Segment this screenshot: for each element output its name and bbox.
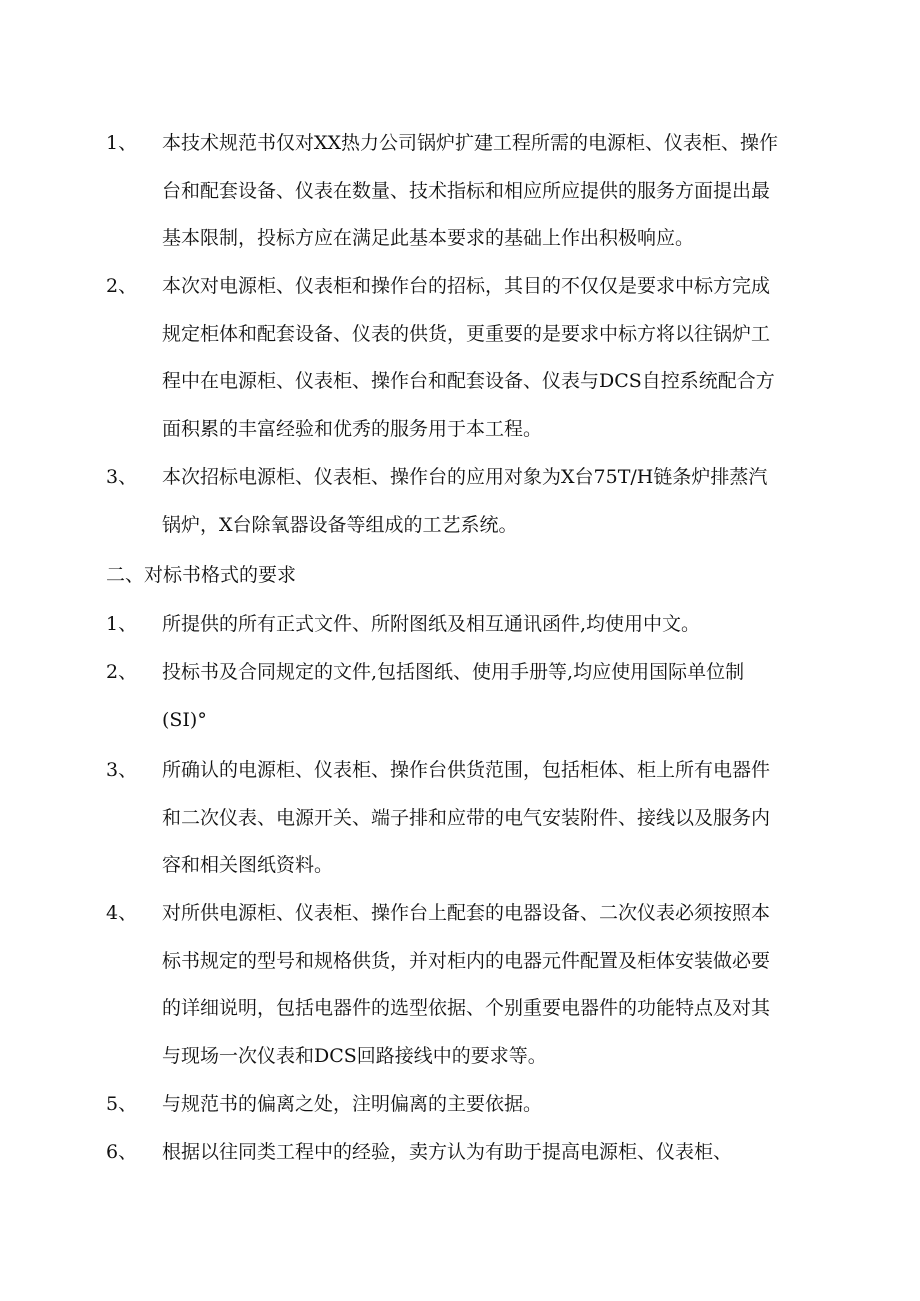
item-number: 2、 bbox=[106, 275, 138, 297]
text-line: 基本限制，投标方应在满足此基本要求的基础上作出积极响应。 bbox=[162, 227, 695, 249]
text-line: 本技术规范书仅对XX热力公司锅炉扩建工程所需的电源柜、仪表柜、操作 bbox=[162, 132, 779, 154]
item-text bbox=[162, 898, 817, 1088]
text-line: 所确认的电源柜、仪表柜、操作台供货范围，包括柜体、柜上所有电器件 bbox=[162, 759, 771, 781]
text-line: 本次招标电源柜、仪表柜、操作台的应用对象为X台75T/H链条炉排蒸汽 bbox=[162, 466, 768, 488]
text-line: 程中在电源柜、仪表柜、操作台和配套设备、仪表与DCS自控系统配合方 bbox=[162, 370, 775, 392]
text-line: 标书规定的型号和规格供货，并对柜内的电器元件配置及柜体安装做必要 bbox=[162, 949, 771, 972]
item-number: 5、 bbox=[106, 1093, 138, 1115]
text-line: 所提供的所有正式文件、所附图纸及相互通讯函件,均使用中文。 bbox=[162, 613, 701, 635]
text-line: (SI)° bbox=[162, 708, 207, 731]
text-line: 容和相关图纸资料。 bbox=[162, 854, 334, 876]
section-heading: 二、对标书格式的要求 bbox=[106, 564, 297, 586]
item-number: 2、 bbox=[106, 661, 138, 683]
text-line: 本次对电源柜、仪表柜和操作台的招标，其目的不仅仅是要求中标方完成 bbox=[162, 275, 771, 297]
item-number: 1、 bbox=[106, 613, 138, 635]
item-text bbox=[162, 657, 817, 752]
text-line: 面积累的丰富经验和优秀的服务用于本工程。 bbox=[162, 417, 543, 440]
item-number: 6、 bbox=[106, 1141, 138, 1163]
item-number: 4、 bbox=[106, 902, 138, 924]
text-line: 对所供电源柜、仪表柜、操作台上配套的电器设备、二次仪表必须按照本 bbox=[162, 902, 771, 924]
text-line: 和二次仪表、电源开关、端子排和应带的电气安装附件、接线以及服务内 bbox=[162, 806, 771, 829]
item-text bbox=[162, 1089, 817, 1137]
item-number: 3、 bbox=[106, 759, 138, 781]
text-line: 规定柜体和配套设备、仪表的供货，更重要的是要求中标方将以往锅炉工 bbox=[162, 322, 771, 345]
item-number: 1、 bbox=[106, 132, 138, 154]
text-line: 锅炉，X台除氧器设备等组成的工艺系统。 bbox=[162, 513, 518, 536]
text-line: 投标书及合同规定的文件,包括图纸、使用手册等,均应使用国际单位制 bbox=[162, 661, 745, 683]
text-line: 台和配套设备、仪表在数量、技术指标和相应所应提供的服务方面提出最 bbox=[162, 179, 771, 202]
text-line: 与规范书的偏离之处，注明偏离的主要依据。 bbox=[162, 1093, 543, 1115]
text-line: 根据以往同类工程中的经验，卖方认为有助于提高电源柜、仪表柜、 bbox=[162, 1141, 733, 1163]
text-line: 的详细说明，包括电器件的选型依据、个别重要电器件的功能特点及对其 bbox=[162, 997, 771, 1019]
item-text bbox=[162, 462, 817, 557]
item-number: 3、 bbox=[106, 466, 138, 488]
item-text bbox=[162, 609, 817, 657]
item-text bbox=[162, 1137, 817, 1185]
text-line: 与现场一次仪表和DCS回路接线中的要求等。 bbox=[162, 1044, 547, 1067]
item-text bbox=[162, 128, 817, 271]
item-text bbox=[162, 271, 817, 461]
item-text bbox=[162, 755, 817, 898]
